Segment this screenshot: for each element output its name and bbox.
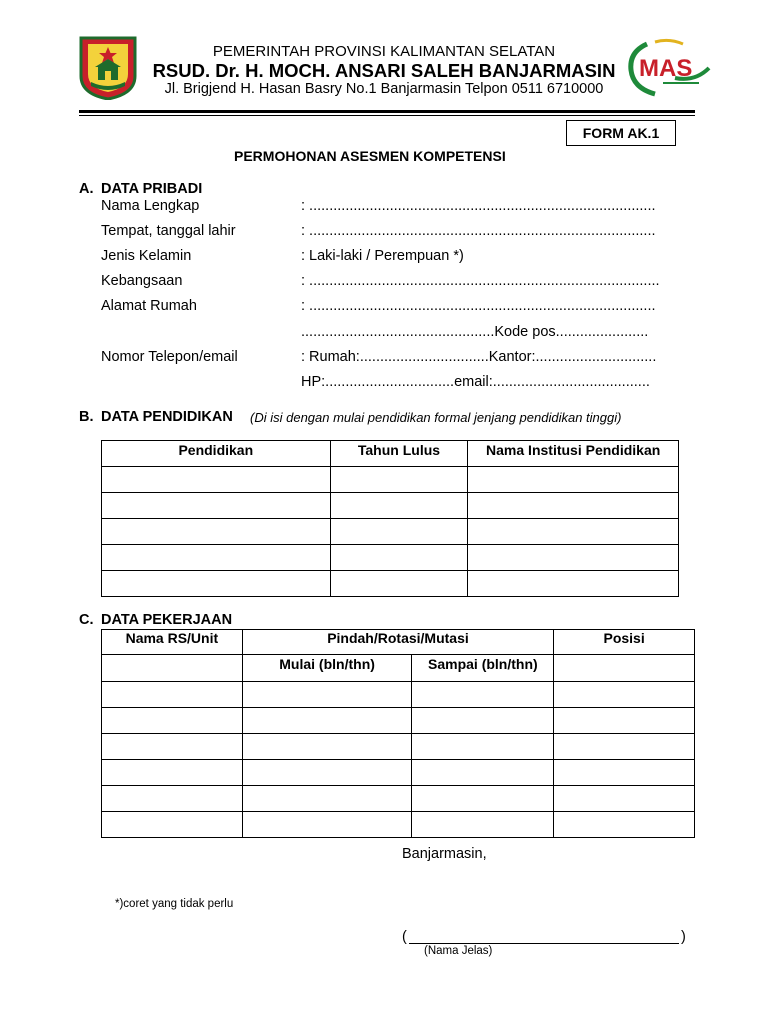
- table-cell[interactable]: [554, 760, 695, 786]
- section-b-note: (Di isi dengan mulai pendidikan formal jenjang pendidikan tinggi): [250, 410, 622, 425]
- field-value-nationality[interactable]: : .......................................................................................: [301, 273, 660, 289]
- table-row: [102, 786, 695, 812]
- section-c-heading: DATA PEKERJAAN: [101, 612, 233, 628]
- hospital-logo-text: MAS: [639, 55, 693, 82]
- field-value-gender[interactable]: : Laki-laki / Perempuan *): [301, 248, 464, 264]
- employment-col-start: Mulai (bln/thn): [242, 655, 412, 682]
- table-cell[interactable]: [102, 545, 331, 571]
- table-cell[interactable]: [102, 571, 331, 597]
- field-value-hp-email[interactable]: HP:................................email:.......................................: [301, 374, 650, 390]
- table-cell[interactable]: [102, 519, 331, 545]
- employment-col-end: Sampai (bln/thn): [412, 655, 554, 682]
- table-cell[interactable]: [554, 655, 695, 682]
- form-code-box: FORM AK.1: [566, 120, 676, 146]
- education-col-education: Pendidikan: [102, 441, 331, 467]
- table-cell[interactable]: [102, 493, 331, 519]
- section-b-heading: DATA PENDIDIKAN: [101, 409, 233, 425]
- table-row: [102, 545, 679, 571]
- table-cell[interactable]: [330, 571, 468, 597]
- table-cell[interactable]: [102, 760, 243, 786]
- table-row: [102, 571, 679, 597]
- field-label-address: Alamat Rumah: [101, 298, 197, 314]
- hospital-name: RSUD. Dr. H. MOCH. ANSARI SALEH BANJARMASIN: [152, 60, 616, 81]
- field-label-nationality: Kebangsaan: [101, 273, 183, 289]
- employment-header-row: [102, 630, 695, 655]
- table-cell[interactable]: [330, 493, 468, 519]
- table-cell[interactable]: [554, 708, 695, 734]
- footnote: *)coret yang tidak perlu: [115, 898, 234, 910]
- field-label-phone: Nomor Telepon/email: [101, 349, 238, 365]
- field-value-address[interactable]: : ......................................................................................: [301, 298, 656, 314]
- employment-table: [101, 629, 695, 838]
- place-date: Banjarmasin,: [402, 846, 487, 862]
- table-cell[interactable]: [554, 682, 695, 708]
- table-row: [102, 467, 679, 493]
- field-label-name: Nama Lengkap: [101, 198, 200, 214]
- signature-close-paren: ): [681, 929, 686, 945]
- education-table: [101, 440, 679, 597]
- table-cell[interactable]: [242, 682, 412, 708]
- table-cell[interactable]: [412, 812, 554, 838]
- field-value-postcode[interactable]: ................................................Kode pos.......................: [301, 324, 649, 340]
- section-c-letter: C.: [79, 612, 94, 628]
- table-row: [102, 734, 695, 760]
- employment-col-transfer: Pindah/Rotasi/Mutasi: [242, 630, 554, 655]
- table-cell[interactable]: [102, 708, 243, 734]
- education-header-row: [102, 441, 679, 467]
- table-cell[interactable]: [330, 545, 468, 571]
- table-cell[interactable]: [102, 655, 243, 682]
- table-cell[interactable]: [554, 786, 695, 812]
- employment-subheader-row: [102, 655, 695, 682]
- header-rule-thick: [79, 110, 695, 113]
- table-cell[interactable]: [242, 786, 412, 812]
- table-cell[interactable]: [468, 571, 679, 597]
- section-a-heading: DATA PRIBADI: [101, 181, 203, 197]
- table-cell[interactable]: [554, 734, 695, 760]
- table-cell[interactable]: [330, 519, 468, 545]
- table-row: [102, 760, 695, 786]
- table-cell[interactable]: [412, 682, 554, 708]
- document-title: PERMOHONAN ASESMEN KOMPETENSI: [234, 148, 506, 164]
- government-name: PEMERINTAH PROVINSI KALIMANTAN SELATAN: [212, 43, 556, 60]
- section-b-letter: B.: [79, 409, 94, 425]
- table-cell[interactable]: [242, 760, 412, 786]
- employment-col-position: Posisi: [554, 630, 695, 655]
- table-cell[interactable]: [102, 786, 243, 812]
- table-row: [102, 682, 695, 708]
- table-row: [102, 812, 695, 838]
- table-cell[interactable]: [554, 812, 695, 838]
- signature-line[interactable]: [409, 943, 679, 944]
- table-cell[interactable]: [412, 708, 554, 734]
- field-value-name[interactable]: : ......................................................................................: [301, 198, 656, 214]
- field-label-gender: Jenis Kelamin: [101, 248, 192, 264]
- table-row: [102, 493, 679, 519]
- field-value-phone[interactable]: : Rumah:................................Kantor:..............................: [301, 349, 657, 365]
- header-rule-thin: [79, 115, 695, 116]
- table-cell[interactable]: [468, 493, 679, 519]
- table-cell[interactable]: [330, 467, 468, 493]
- field-label-birth: Tempat, tanggal lahir: [101, 223, 236, 239]
- table-cell[interactable]: [242, 812, 412, 838]
- table-cell[interactable]: [102, 467, 331, 493]
- table-cell[interactable]: [468, 545, 679, 571]
- table-cell[interactable]: [242, 708, 412, 734]
- table-row: [102, 708, 695, 734]
- table-cell[interactable]: [102, 682, 243, 708]
- table-cell[interactable]: [468, 519, 679, 545]
- table-row: [102, 519, 679, 545]
- hospital-mas-logo-icon: [625, 38, 715, 98]
- signature-caption: (Nama Jelas): [424, 945, 493, 957]
- table-cell[interactable]: [102, 812, 243, 838]
- province-emblem-icon: [79, 36, 137, 100]
- section-a-letter: A.: [79, 181, 94, 197]
- table-cell[interactable]: [412, 786, 554, 812]
- table-cell[interactable]: [468, 467, 679, 493]
- table-cell[interactable]: [412, 734, 554, 760]
- field-value-birth[interactable]: : ......................................................................................: [301, 223, 656, 239]
- table-cell[interactable]: [242, 734, 412, 760]
- table-cell[interactable]: [102, 734, 243, 760]
- table-cell[interactable]: [412, 760, 554, 786]
- hospital-address: Jl. Brigjend H. Hasan Basry No.1 Banjarmasin Telpon 0511 6710000: [164, 81, 604, 97]
- signature-open-paren: (: [402, 929, 407, 945]
- education-col-year: Tahun Lulus: [330, 441, 468, 467]
- employment-col-unit: Nama RS/Unit: [102, 630, 243, 655]
- education-col-institution: Nama Institusi Pendidikan: [468, 441, 679, 467]
